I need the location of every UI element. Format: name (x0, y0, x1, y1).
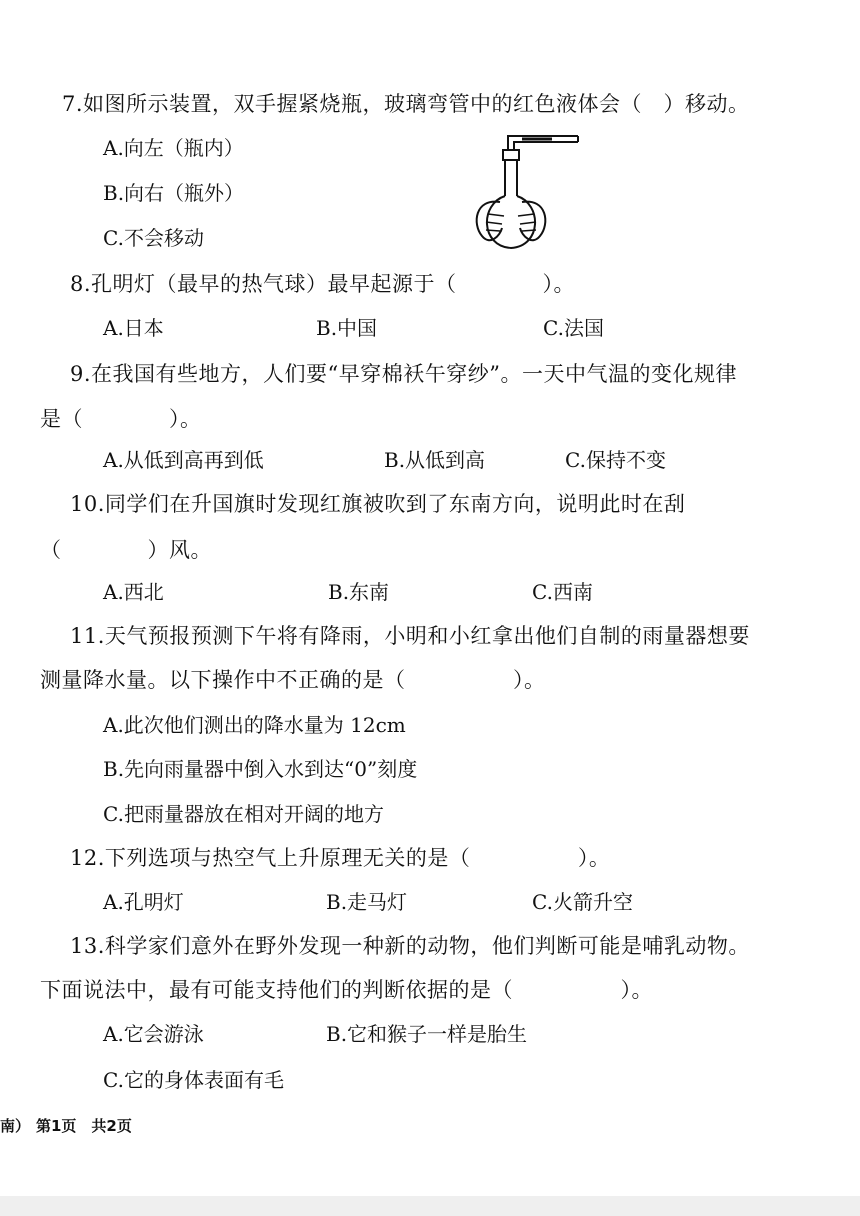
question-12-option-b: B.走马灯 (326, 890, 408, 914)
question-7-option-a: A.向左（瓶内） (103, 136, 244, 160)
question-7-stem: 7.如图所示装置，双手握紧烧瓶，玻璃弯管中的红色液体会（ ）移动。 (62, 92, 750, 116)
question-11-option-b: B.先向雨量器中倒入水到达“0”刻度 (103, 757, 418, 781)
footer-cropped-fragment: 南） (0, 1117, 31, 1135)
question-8-option-a: A.日本 (103, 316, 164, 340)
question-8-stem: 8.孔明灯（最早的热气球）最早起源于（ ）。 (70, 272, 576, 296)
question-7-option-b: B.向右（瓶外） (103, 181, 245, 205)
question-8-option-b: B.中国 (316, 316, 378, 340)
question-8-option-c: C.法国 (543, 316, 604, 340)
question-9-option-c: C.保持不变 (565, 448, 666, 472)
flask-apparatus-figure (470, 124, 590, 254)
question-10-stem-line1: 10.同学们在升国旗时发现红旗被吹到了东南方向，说明此时在刮 (70, 492, 686, 516)
question-10-option-a: A.西北 (103, 580, 164, 604)
footer-page-info: 第1页 共2页 (36, 1117, 132, 1135)
question-10-option-c: C.西南 (532, 580, 593, 604)
question-13-stem-line2: 下面说法中，最有可能支持他们的判断依据的是（ ）。 (40, 978, 653, 1002)
question-9-option-a: A.从低到高再到低 (103, 448, 264, 472)
question-11-option-c: C.把雨量器放在相对开阔的地方 (103, 802, 384, 826)
question-12-stem: 12.下列选项与热空气上升原理无关的是（ ）。 (70, 846, 611, 870)
question-9-stem-line1: 9.在我国有些地方，人们要“早穿棉袄午穿纱”。一天中气温的变化规律 (70, 362, 738, 386)
question-7-option-c: C.不会移动 (103, 226, 204, 250)
question-11-option-a: A.此次他们测出的降水量为 12cm (103, 713, 406, 737)
question-9-stem-line2: 是（ ）。 (40, 407, 202, 431)
question-10-stem-line2: （ ）风。 (40, 538, 212, 562)
question-13-option-c: C.它的身体表面有毛 (103, 1068, 284, 1092)
question-9-option-b: B.从低到高 (384, 448, 486, 472)
question-13-stem-line1: 13.科学家们意外在野外发现一种新的动物，他们判断可能是哺乳动物。 (70, 934, 750, 958)
scan-bottom-band (0, 1196, 860, 1216)
question-11-stem-line2: 测量降水量。以下操作中不正确的是（ ）。 (40, 668, 546, 692)
question-13-option-a: A.它会游泳 (103, 1022, 204, 1046)
question-12-option-c: C.火箭升空 (532, 890, 633, 914)
question-13-option-b: B.它和猴子一样是胎生 (326, 1022, 528, 1046)
question-12-option-a: A.孔明灯 (103, 890, 184, 914)
question-11-stem-line1: 11.天气预报预测下午将有降雨，小明和小红拿出他们自制的雨量器想要 (70, 624, 750, 648)
question-10-option-b: B.东南 (328, 580, 390, 604)
